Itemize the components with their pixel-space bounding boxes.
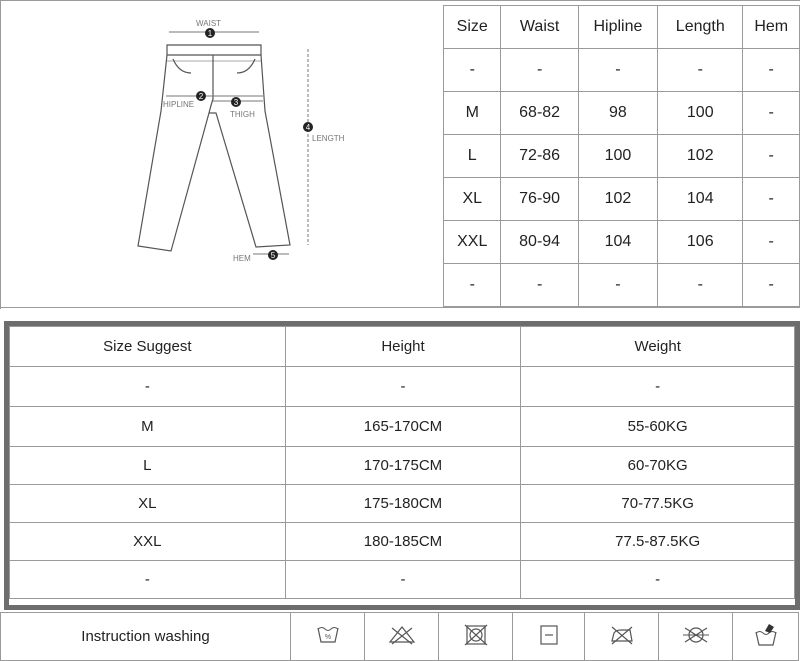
table-cell: 68-82 [501,92,578,135]
svg-text:4: 4 [305,123,311,132]
svg-text:3: 3 [233,98,239,107]
table-cell: 104 [578,221,657,264]
table-row [444,135,800,178]
table-cell: 104 [658,178,743,221]
svg-text:%: % [324,633,331,641]
table-cell: M [444,92,501,135]
table-cell: 180-185CM [285,523,521,561]
table-cell: - [10,561,286,599]
hem-label: HEM [233,254,251,263]
table-cell: - [285,561,521,599]
table-cell: 80-94 [501,221,578,264]
table-cell: - [444,264,501,307]
table-row [10,561,795,599]
table-cell: XL [444,178,501,221]
size-suggest-table [9,326,795,599]
table-cell: - [578,264,657,307]
table-row [444,178,800,221]
table-cell: - [521,561,795,599]
table-cell: M [10,407,286,447]
top-section [0,0,800,308]
table-cell: 102 [658,135,743,178]
table-cell: - [285,367,521,407]
svg-text:2: 2 [198,92,204,101]
table-cell: XXL [10,523,286,561]
length-label: LENGTH [312,134,345,143]
table-row [10,447,795,485]
pants-waistband [167,45,261,55]
table-cell: - [521,367,795,407]
pants-diagram [0,1,443,309]
table-cell: 98 [578,92,657,135]
no-dry-clean-icon [659,613,733,661]
table-cell: 72-86 [501,135,578,178]
size-suggest-header [10,327,795,367]
table-cell: - [743,92,800,135]
hipline-label: HIPLINE [163,100,195,109]
table-row [444,264,800,307]
measure-marker-4 [303,122,313,132]
washing-instructions [0,612,800,661]
table-cell: 100 [578,135,657,178]
table-cell: 70-77.5KG [521,485,795,523]
table-cell: XL [10,485,286,523]
header-weight: Weight [521,327,795,367]
table-cell: L [444,135,501,178]
header-waist: Waist [501,6,578,49]
header-hipline: Hipline [578,6,657,49]
svg-text:1: 1 [207,29,213,38]
table-cell: 100 [658,92,743,135]
no-bleach-icon [365,613,439,661]
table-row [10,407,795,447]
no-tumble-dry-icon [439,613,513,661]
table-cell: - [501,49,578,92]
header-size-suggest: Size Suggest [10,327,286,367]
dry-flat-icon [513,613,585,661]
table-cell: - [444,49,501,92]
table-cell: - [743,264,800,307]
wash-30-icon [291,613,365,661]
thigh-label: THIGH [230,110,255,119]
header-length: Length [658,6,743,49]
washing-row [1,613,799,661]
table-cell: 175-180CM [285,485,521,523]
table-cell: - [578,49,657,92]
table-cell: - [743,178,800,221]
header-size: Size [444,6,501,49]
table-cell: - [658,264,743,307]
table-cell: - [743,49,800,92]
table-row [10,367,795,407]
table-cell: 76-90 [501,178,578,221]
pants-diagram-svg [1,1,444,309]
table-cell: - [501,264,578,307]
table-cell: 55-60KG [521,407,795,447]
header-hem: Hem [743,6,800,49]
table-cell: L [10,447,286,485]
table-cell: XXL [444,221,501,264]
table-row [444,221,800,264]
pants-outline [138,55,290,251]
measure-marker-2 [196,91,206,101]
svg-text:5: 5 [270,251,276,260]
table-cell: 165-170CM [285,407,521,447]
table-cell: - [743,135,800,178]
table-row [444,49,800,92]
size-table [443,5,800,307]
table-cell: - [10,367,286,407]
table-cell: 170-175CM [285,447,521,485]
table-cell: 77.5-87.5KG [521,523,795,561]
hand-wash-icon [733,613,799,661]
size-table-header [444,6,800,49]
washing-label: Instruction washing [1,613,291,661]
measure-marker-5 [268,250,278,260]
table-cell: 106 [658,221,743,264]
header-height: Height [285,327,521,367]
table-cell: - [658,49,743,92]
table-cell: - [743,221,800,264]
table-cell: 102 [578,178,657,221]
measure-marker-3 [231,97,241,107]
table-row [444,92,800,135]
table-row [10,485,795,523]
waist-label: WAIST [196,19,222,28]
pants-fly [209,55,213,113]
table-cell: 60-70KG [521,447,795,485]
measure-marker-1 [205,28,215,38]
size-suggest-panel [4,321,800,610]
no-iron-icon [585,613,659,661]
table-row [10,523,795,561]
washing-table [0,612,799,661]
